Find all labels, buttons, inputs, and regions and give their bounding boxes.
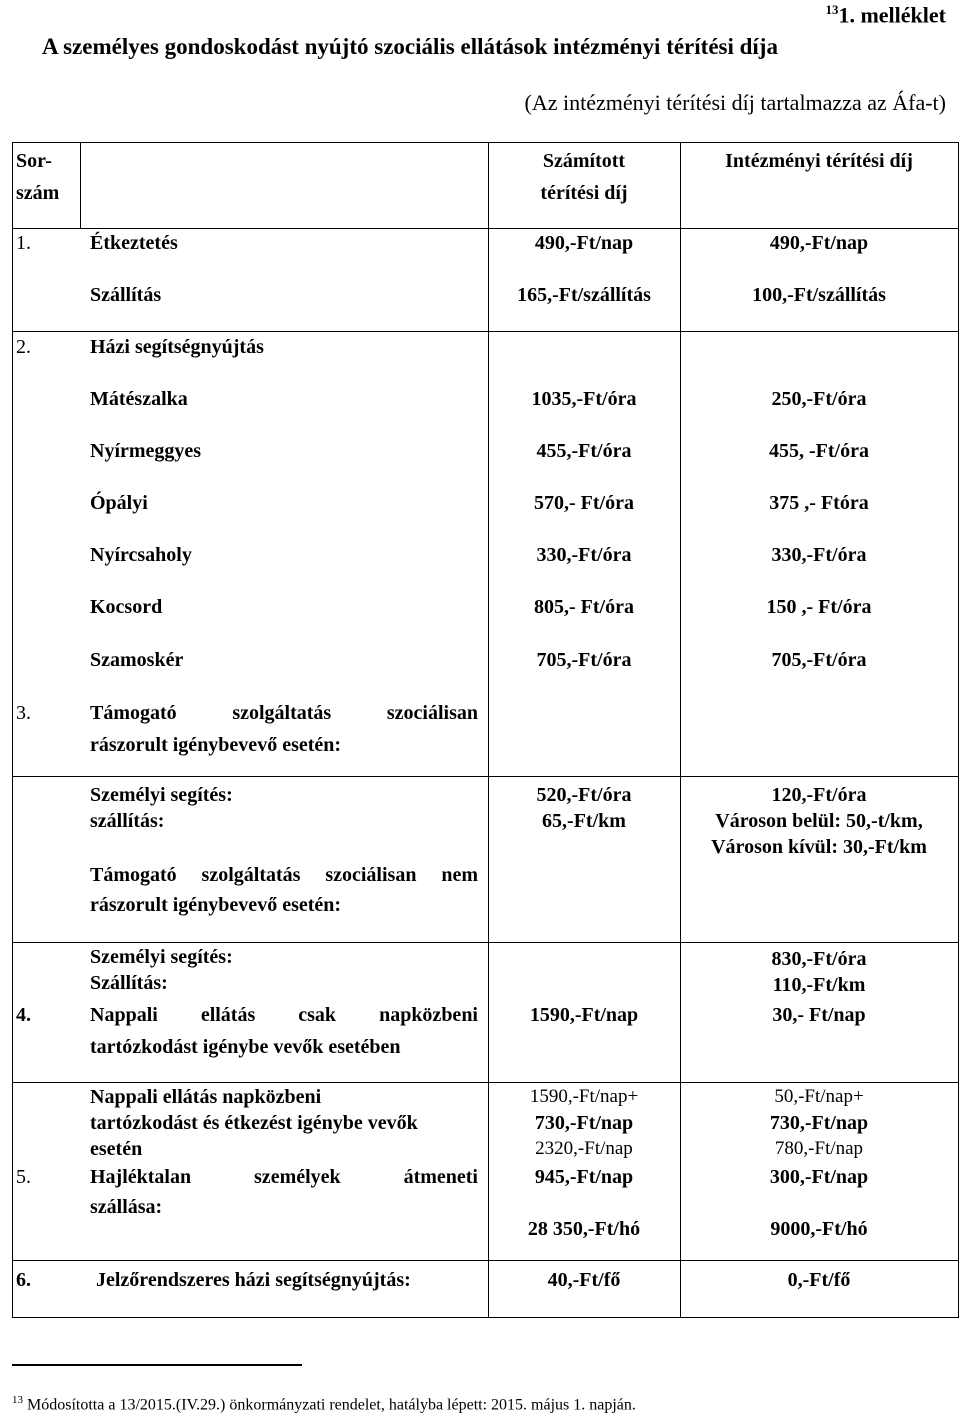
header-computed-fee: Számított térítési díj (540, 150, 628, 204)
institutional-fee: 0,-Ft/fő (787, 1269, 851, 1291)
row-number: 6. (16, 1269, 31, 1291)
institutional-fee: 705,-Ft/óra (771, 649, 867, 671)
institutional-fee: 330,-Ft/óra (771, 544, 867, 566)
institutional-fee: 9000,-Ft/hó (770, 1218, 868, 1240)
personal-assist-label: Személyi segítés: (90, 946, 233, 968)
meal-daycare-label: Nappali ellátás napközbeni (90, 1086, 322, 1108)
institutional-fee: 110,-Ft/km (772, 974, 866, 996)
header-sorszam: Sor- szám (16, 150, 60, 204)
row-number: 5. (16, 1166, 31, 1188)
village-name: Mátészalka (90, 388, 188, 410)
computed-fee: 520,-Ft/óra (536, 784, 632, 806)
computed-fee: 2320,-Ft/nap (535, 1138, 633, 1159)
institutional-fee: 250,-Ft/óra (771, 388, 867, 410)
meal-daycare-label: esetén (90, 1138, 143, 1160)
service-name: Jelzőrendszeres házi segítségnyújtás: (96, 1269, 411, 1291)
service-name: Hajléktalan személyek átmeneti (90, 1166, 478, 1188)
village-name: Szamoskér (90, 649, 184, 671)
transport-label: szállítás: (90, 810, 165, 832)
service-name: Nappali ellátás csak napközbeni (90, 1004, 478, 1026)
service-name-cont: szállása: (90, 1196, 163, 1218)
footnote-mark: 13 (825, 2, 839, 17)
computed-fee: 805,- Ft/óra (534, 596, 634, 618)
computed-fee: 40,-Ft/fő (547, 1269, 621, 1291)
row-number: 1. (16, 232, 31, 254)
header-institutional-fee: Intézményi térítési díj (725, 150, 913, 172)
non-needy-label: Támogató szolgáltatás szociálisan nem (90, 864, 478, 886)
computed-fee: 455,-Ft/óra (536, 440, 632, 462)
transport-label: Szállítás: (90, 972, 168, 994)
meal-daycare-label: tartózkodást és étkezést igénybe vevők (90, 1112, 418, 1134)
institutional-fee: 490,-Ft/nap (769, 232, 869, 254)
computed-fee: 1590,-Ft/nap (529, 1004, 639, 1026)
institutional-fee: 100,-Ft/szállítás (752, 284, 886, 306)
computed-fee: 165,-Ft/szállítás (517, 284, 651, 306)
computed-fee: 1590,-Ft/nap+ (529, 1086, 639, 1107)
computed-fee: 490,-Ft/nap (534, 232, 634, 254)
row-number: 3. (16, 702, 31, 724)
service-name: Támogató szolgáltatás szociálisan (90, 702, 478, 724)
service-name: Szállítás (90, 284, 162, 306)
row-number: 2. (16, 336, 31, 358)
institutional-fee: 830,-Ft/óra (771, 948, 867, 970)
institutional-fee: 455, -Ft/óra (769, 440, 869, 462)
footnote-number: 13 (12, 1394, 23, 1406)
service-name-cont: rászorult igénybevevő esetén: (90, 734, 342, 756)
computed-fee: 945,-Ft/nap (534, 1166, 634, 1188)
institutional-fee: 300,-Ft/nap (769, 1166, 869, 1188)
page-subtitle: (Az intézményi térítési díj tartalmazza az Áfa-t) (524, 90, 946, 115)
village-name: Ópályi (90, 492, 148, 514)
institutional-fee: 150 ,- Ft/óra (766, 596, 872, 618)
non-needy-label-cont: rászorult igénybevevő esetén: (90, 894, 342, 916)
institutional-fee: 730,-Ft/nap (769, 1112, 869, 1134)
footnote-text: Módosította a 13/2015.(IV.29.) önkormányzati rendelet, hatályba lépett: 2015. május 1. napján. (27, 1396, 636, 1414)
service-name-cont: tartózkodást igénybe vevők esetében (90, 1036, 401, 1058)
personal-assist-label: Személyi segítés: (90, 784, 233, 806)
computed-fee: 65,-Ft/km (542, 810, 626, 832)
institutional-fee: Városon belül: 50,-t/km, (715, 810, 923, 832)
annex-label: $^{13}$1. melléklet (825, 2, 946, 28)
footnote (12, 1394, 636, 1414)
institutional-fee: 30,- Ft/nap (772, 1004, 866, 1026)
village-name: Nyírcsaholy (90, 544, 192, 566)
institutional-fee: 780,-Ft/nap (774, 1138, 864, 1159)
village-name: Kocsord (90, 596, 163, 618)
institutional-fee: 375 ,- Ftóra (769, 492, 869, 514)
computed-fee: 705,-Ft/óra (536, 649, 632, 671)
computed-fee: 730,-Ft/nap (534, 1112, 634, 1134)
footnote-separator (12, 1364, 302, 1366)
service-name: Étkeztetés (90, 232, 178, 254)
computed-fee: 570,- Ft/óra (534, 492, 634, 514)
page-title: A személyes gondoskodást nyújtó szociális ellátások intézményi térítési díja (42, 34, 778, 59)
computed-fee: 1035,-Ft/óra (531, 388, 637, 410)
institutional-fee: Városon kívül: 30,-Ft/km (711, 836, 927, 858)
computed-fee: 28 350,-Ft/hó (527, 1218, 641, 1240)
institutional-fee: 120,-Ft/óra (771, 784, 867, 806)
service-name: Házi segítségnyújtás (90, 336, 264, 358)
computed-fee: 330,-Ft/óra (536, 544, 632, 566)
village-name: Nyírmeggyes (90, 440, 202, 462)
row-number: 4. (16, 1004, 31, 1026)
institutional-fee: 50,-Ft/nap+ (774, 1086, 864, 1107)
